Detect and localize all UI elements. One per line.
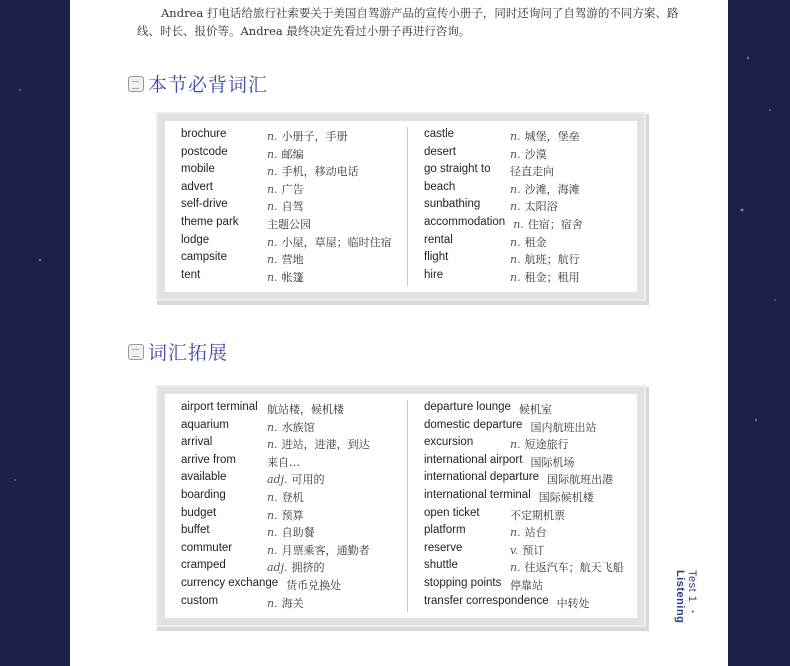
definition-text: 停靠站	[510, 578, 543, 592]
part-of-speech: n.	[510, 147, 521, 161]
part-of-speech: n.	[267, 420, 278, 434]
vocab-word: sunbathing	[424, 198, 481, 211]
vocab-definition	[267, 471, 325, 487]
part-of-speech: n.	[510, 130, 521, 143]
vocab-definition	[513, 216, 583, 232]
vocab-entry	[424, 146, 644, 164]
vocab-word: rental	[424, 233, 453, 246]
vocab-definition	[530, 454, 574, 470]
definition-text: 登机	[281, 490, 304, 504]
vocab-definition	[267, 128, 348, 144]
column-divider	[407, 400, 408, 612]
definition-text: 预算	[281, 508, 304, 522]
definition-text: 中转处	[556, 596, 590, 610]
definition-text: 住宿；宿舍	[527, 217, 583, 231]
core-vocab-right-column	[424, 121, 644, 292]
definition-text: 候机室	[518, 403, 552, 416]
vocab-definition	[510, 436, 569, 452]
vocab-definition	[267, 542, 370, 558]
part-of-speech: n.	[267, 596, 278, 610]
vocab-entry	[181, 163, 403, 181]
vocab-word: open ticket	[424, 506, 480, 519]
vocab-entry	[424, 251, 644, 269]
core-vocab-box	[158, 114, 644, 299]
vocab-entry	[181, 269, 403, 287]
vocab-definition	[267, 146, 304, 162]
section-title-vocab-expansion	[128, 338, 228, 365]
definition-text: 径直走向	[510, 165, 554, 179]
definition-text: 国际候机楼	[538, 490, 594, 504]
vocab-entry	[424, 401, 644, 419]
core-vocab-left-column	[181, 121, 403, 292]
definition-text: 月票乘客，通勤者	[281, 543, 370, 557]
vocab-word: advert	[181, 180, 213, 193]
vocab-definition	[510, 542, 544, 558]
book-icon	[128, 344, 144, 360]
definition-text: 海关	[281, 596, 304, 610]
vocab-definition	[267, 251, 304, 267]
vocab-entry	[181, 419, 403, 437]
part-of-speech: n.	[267, 200, 278, 214]
vocab-word: boarding	[181, 488, 226, 501]
section-title-text: 本节必背词汇	[148, 74, 269, 96]
vocab-word: budget	[181, 506, 217, 519]
vocab-entry	[181, 251, 403, 269]
vocab-word: domestic departure	[424, 418, 523, 431]
vocab-word: campsite	[181, 251, 228, 264]
vocab-word: commuter	[181, 541, 233, 554]
definition-text: 小册子，手册	[281, 130, 348, 143]
part-of-speech: n.	[267, 182, 278, 196]
definition-text: 站台	[524, 526, 547, 540]
vocab-word: mobile	[181, 163, 215, 176]
vocab-entry	[181, 454, 403, 472]
definition-text: 租金	[524, 235, 547, 249]
definition-text: 货币兑换处	[286, 578, 342, 592]
vocab-definition	[510, 251, 580, 267]
part-of-speech: adj.	[267, 473, 288, 487]
vocab-definition	[267, 401, 344, 417]
vocab-word: airport terminal	[181, 401, 258, 413]
definition-text: 广告	[281, 182, 304, 196]
part-of-speech: n.	[267, 253, 278, 267]
vocab-expansion-box	[158, 387, 644, 625]
vocab-definition	[510, 128, 580, 144]
vocab-entry	[181, 146, 403, 164]
vocab-entry	[181, 128, 403, 146]
vocab-definition	[267, 454, 300, 470]
definition-text: 短途旅行	[524, 438, 569, 452]
vocab-word: buffet	[181, 524, 210, 537]
vocab-entry	[424, 181, 644, 199]
vocab-entry	[424, 471, 644, 489]
part-of-speech: n.	[267, 526, 278, 540]
part-of-speech: adj.	[267, 561, 288, 575]
vocab-definition	[267, 234, 392, 250]
definition-text: 预订	[522, 543, 545, 557]
book-icon	[128, 76, 144, 92]
vocab-word: postcode	[181, 145, 228, 158]
definition-text: 沙漠	[524, 147, 547, 161]
vocab-entry	[424, 507, 644, 525]
vocab-entry	[181, 436, 403, 454]
column-divider	[407, 127, 408, 286]
definition-text: 来自…	[267, 455, 300, 469]
vocab-word: beach	[424, 180, 456, 193]
vocab-word: self-drive	[181, 198, 228, 211]
vocab-definition	[510, 507, 565, 523]
vocab-entry	[424, 454, 644, 472]
vocab-expansion-right-column	[424, 394, 644, 618]
definition-text: 自驾	[281, 200, 304, 214]
definition-text: 航站楼，候机楼	[267, 403, 344, 416]
textbook-page	[70, 0, 728, 666]
vocab-entry	[424, 436, 644, 454]
vocab-definition	[267, 507, 304, 523]
definition-text: 拥挤的	[291, 561, 325, 575]
vocab-definition	[267, 436, 370, 452]
vocab-definition	[267, 181, 304, 197]
definition-text: 水族馆	[281, 420, 315, 434]
vocab-word: accommodation	[424, 215, 506, 228]
part-of-speech: n.	[267, 270, 278, 284]
vocab-definition	[267, 419, 315, 435]
section-title-core-vocab	[128, 70, 268, 97]
vocab-definition	[539, 489, 594, 505]
vocab-definition	[510, 163, 554, 179]
vocab-word: transfer correspondence	[424, 594, 549, 607]
vocab-word: international terminal	[424, 488, 531, 501]
part-of-speech: n.	[267, 147, 278, 161]
vocab-word: hire	[424, 268, 444, 281]
vocab-definition	[267, 559, 325, 575]
vocab-word: excursion	[424, 436, 474, 449]
vocab-entry	[181, 234, 403, 252]
definition-text: 不定期机票	[510, 508, 565, 522]
vocab-definition	[510, 577, 543, 593]
vocab-word: international departure	[424, 471, 540, 484]
vocab-entry	[181, 198, 403, 216]
part-of-speech: n.	[267, 490, 278, 504]
definition-text: 自助餐	[281, 526, 315, 540]
vocab-definition	[286, 577, 341, 593]
vocab-word: shuttle	[424, 559, 458, 572]
part-of-speech: n.	[267, 543, 278, 557]
vocab-definition	[510, 269, 580, 285]
part-of-speech: n.	[510, 526, 521, 540]
side-tab-separator: ·	[686, 609, 698, 615]
vocab-definition	[267, 198, 304, 214]
part-of-speech: n.	[510, 438, 521, 452]
vocab-word: arrive from	[181, 453, 236, 466]
vocab-word: available	[181, 471, 227, 484]
side-tab-section: Listening	[674, 570, 686, 624]
part-of-speech: n.	[510, 200, 521, 214]
vocab-word: stopping points	[424, 576, 502, 589]
vocab-entry	[181, 577, 403, 595]
vocab-definition	[519, 401, 552, 417]
part-of-speech: n.	[510, 561, 521, 575]
definition-text: 可用的	[291, 473, 325, 487]
vocab-definition	[510, 559, 624, 575]
vocab-word: international airport	[424, 453, 523, 466]
vocab-entry	[181, 507, 403, 525]
intro-paragraph: Andrea 打电话给旅行社索要关于美国自驾游产品的宣传小册子，同时还询问了自驾游的不同方案、路线、时长、报价等。Andrea 最终决定先看过小册子再进行咨询。	[137, 6, 679, 38]
vocab-definition	[267, 595, 304, 611]
section-side-tab	[674, 570, 698, 666]
vocab-definition	[267, 163, 359, 179]
definition-text: 帐篷	[281, 270, 304, 284]
vocab-word: theme park	[181, 215, 239, 228]
definition-text: 国际航班出港	[547, 473, 614, 487]
vocab-entry	[424, 595, 644, 613]
part-of-speech: n.	[267, 130, 278, 143]
part-of-speech: n.	[510, 235, 521, 249]
definition-text: 邮编	[281, 147, 304, 161]
vocab-definition	[530, 419, 596, 435]
vocab-entry	[424, 198, 644, 216]
vocab-entry	[424, 128, 644, 146]
vocab-entry	[181, 595, 403, 613]
part-of-speech: v.	[510, 543, 519, 557]
vocab-entry	[424, 234, 644, 252]
vocab-word: currency exchange	[181, 576, 279, 589]
part-of-speech: n.	[510, 253, 521, 267]
vocab-entry	[181, 559, 403, 577]
vocab-word: departure lounge	[424, 401, 511, 413]
vocab-word: flight	[424, 251, 449, 264]
vocab-entry	[424, 524, 644, 542]
vocab-word: lodge	[181, 233, 210, 246]
vocab-word: desert	[424, 145, 456, 158]
vocab-entry	[424, 489, 644, 507]
vocab-definition	[267, 524, 315, 540]
definition-text: 国内航班出站	[530, 420, 597, 434]
vocab-definition	[510, 146, 547, 162]
vocab-definition	[267, 489, 304, 505]
vocab-entry	[424, 216, 644, 234]
vocab-definition	[557, 595, 590, 611]
definition-text: 国际机场	[530, 455, 575, 469]
vocab-entry	[181, 524, 403, 542]
vocab-word: platform	[424, 524, 466, 537]
section-title-text: 词汇拓展	[148, 342, 229, 364]
vocab-definition	[267, 269, 304, 285]
vocab-entry	[424, 269, 644, 287]
vocab-word: tent	[181, 268, 201, 281]
vocab-expansion-left-column	[181, 394, 403, 618]
part-of-speech: n.	[510, 182, 521, 196]
definition-text: 营地	[281, 253, 304, 267]
definition-text: 沙滩，海滩	[524, 182, 580, 196]
part-of-speech: n.	[513, 217, 524, 231]
definition-text: 进站，进港，到达	[281, 438, 370, 452]
vocab-entry	[424, 559, 644, 577]
part-of-speech: n.	[510, 270, 521, 284]
definition-text: 城堡，堡垒	[524, 130, 580, 143]
vocab-definition	[510, 524, 547, 540]
definition-text: 太阳浴	[524, 200, 558, 214]
side-tab-test: Test 1	[686, 570, 698, 603]
vocab-entry	[181, 216, 403, 234]
vocab-word: aquarium	[181, 418, 229, 431]
vocab-entry	[181, 401, 403, 419]
part-of-speech: n.	[267, 438, 278, 452]
definition-text: 手机，移动电话	[281, 165, 359, 179]
vocab-entry	[424, 163, 644, 181]
vocab-definition	[267, 216, 311, 232]
vocab-entry	[181, 489, 403, 507]
vocab-entry	[181, 181, 403, 199]
vocab-definition	[547, 471, 613, 487]
vocab-entry	[181, 471, 403, 489]
definition-text: 租金；租用	[524, 270, 580, 284]
vocab-entry	[424, 542, 644, 560]
vocab-word: go straight to	[424, 163, 491, 176]
vocab-word: reserve	[424, 541, 463, 554]
definition-text: 航班；航行	[524, 253, 580, 267]
vocab-definition	[510, 198, 558, 214]
part-of-speech: n.	[267, 235, 278, 249]
vocab-word: arrival	[181, 436, 213, 449]
definition-text: 小屋，草屋；临时住宿	[281, 235, 392, 249]
vocab-entry	[181, 542, 403, 560]
vocab-entry	[424, 577, 644, 595]
part-of-speech: n.	[267, 508, 278, 522]
vocab-word: cramped	[181, 559, 226, 572]
definition-text: 主题公园	[267, 217, 311, 231]
vocab-entry	[424, 419, 644, 437]
part-of-speech: n.	[267, 165, 278, 179]
vocab-word: custom	[181, 594, 219, 607]
vocab-word: brochure	[181, 128, 227, 140]
vocab-word: castle	[424, 128, 455, 140]
definition-text: 往返汽车；航天飞船	[524, 561, 624, 575]
vocab-definition	[510, 181, 580, 197]
vocab-definition	[510, 234, 547, 250]
